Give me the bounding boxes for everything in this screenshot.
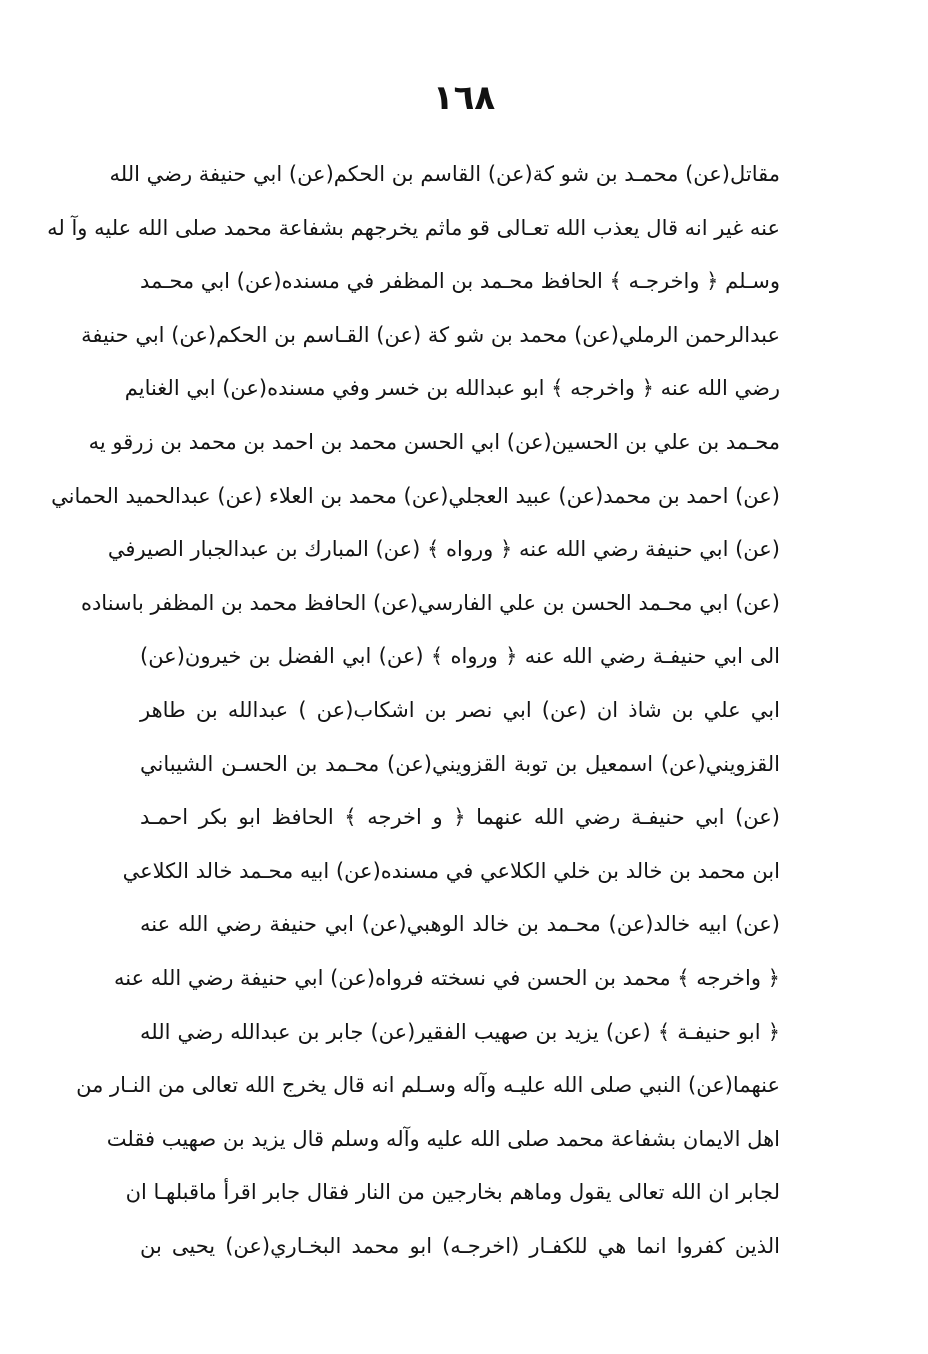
text-line: اهل الايمان بشفاعة محمد صلى الله عليه وآله وسلم قال يزيد بن صهيب فقلت [106,1126,780,1151]
body-text [47,148,780,1273]
text-line: عبدالرحمن الرملي(عن) محمد بن شو كة (عن) القـاسم بن الحكم(عن) ابي حنيفة [81,322,780,347]
text-line: ﴿ ابو حنيفـة ﴾ (عن) يزيد بن صهيب الفقير(عن) جابر بن عبدالله رضي الله [140,1019,780,1044]
text-line: (عن) ابي محـمد الحسن بن علي الفارسي(عن) الحافظ محمد بن المظفر باسناده [80,590,780,615]
text-line: القزويني(عن) اسمعيل بن توبة القزويني(عن) محـمد بن الحسـن الشيباني [140,751,780,776]
text-line: ﴿ واخرجه ﴾ محمد بن الحسن في نسخته فرواه(عن) ابي حنيفة رضي الله عنه [113,965,780,990]
text-line: ابي علي بن شاذ ان (عن) ابي نصر بن اشكاب(عن ) عبدالله بن طاهر [140,697,780,722]
text-line: (عن) احمد بن محمد(عن) عبيد العجلي(عن) محمد بن العلاء (عن) عبدالحميد الحماني [51,483,780,508]
text-line: الى ابي حنيفـة رضي الله عنه ﴿ ورواه ﴾ (عن) ابي الفضل بن خيرون(عن) [140,644,780,669]
page-number: ١٦٨ [432,78,496,118]
text-line: (عن) ابي حنيفة رضي الله عنه ﴿ ورواه ﴾ (عن) المبارك بن عبدالجبار الصيرفي [107,537,780,562]
text-line: (عن) ابيه خالد(عن) محـمد بن خالد الوهبي(عن) ابي حنيفة رضي الله عنه [140,912,780,937]
text-line: عنهما(عن) النبي صلى الله عليـه وآله وسـلم انه قال يخرج الله تعالى من النـار من [76,1073,780,1098]
text-line: ابن محمد بن خالد بن خلي الكلاعي في مسنده(عن) ابيه محـمد خالد الكلاعي [122,858,780,883]
text-line: لجابر ان الله تعالى يقول وماهم بخارجين من النار فقال جابر اقرأ ماقبلهـا ان [125,1180,780,1205]
text-line: عنه غير انه قال يعذب الله تعـالى قو ماثم يخرجهم بشفاعة محمد صلى الله عليه وآ له [47,215,780,240]
text-line: رضي الله عنه ﴿ واخرجه ﴾ ابو عبدالله بن خسر وفي مسنده(عن) ابي الغنايم [124,376,780,401]
text-line: محـمد بن علي بن الحسين(عن) ابي الحسن محمد بن احمد بن محمد بن زرقو يه [88,429,780,454]
text-line: مقاتل(عن) محمـد بن شو كة(عن) القاسم بن الحكم(عن) ابي حنيفة رضي الله [109,162,780,186]
text-line: (عن) ابي حنيفـة رضي الله عنهما ﴿ و اخرجه ﴾ الحافظ ابو بكر احمـد [140,805,780,830]
text-line: الذين كفروا انما هي للكفـار (اخرجـه) ابو محمد البخـاري(عن) يحيى بن [140,1233,780,1258]
text-line: وسـلم ﴿ واخرجـه ﴾ الحافظ محـمد بن المظفر في مسنده(عن) ابي محـمد [140,269,780,294]
